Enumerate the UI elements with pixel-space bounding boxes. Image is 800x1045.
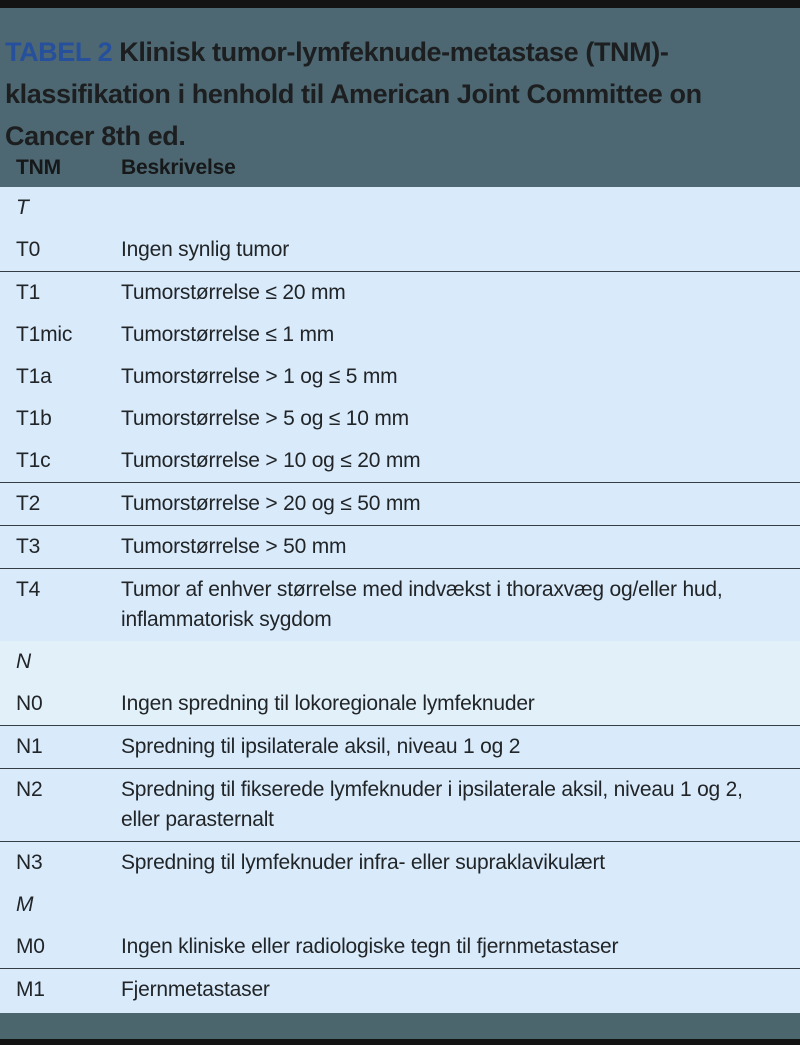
description-cell: Ingen spredning til lokoregionale lymfeknuder [121, 692, 535, 715]
table-body [0, 187, 800, 1013]
table-row [0, 769, 800, 842]
tnm-code-cell: M0 [16, 935, 45, 958]
table-title [0, 8, 800, 157]
table-row [0, 726, 800, 769]
description-cell: Ingen kliniske eller radiologiske tegn til fjernmetastaser [121, 935, 619, 958]
tnm-code-cell: T1 [16, 281, 41, 304]
description-cell: Tumorstørrelse > 10 og ≤ 20 mm [121, 449, 421, 472]
section-header-row [0, 641, 800, 683]
footer-teal-bar [0, 1013, 800, 1039]
description-cell: Spredning til lymfeknuder infra- eller supraklavikulært [121, 851, 605, 874]
description-cell: Ingen synlig tumor [121, 238, 289, 261]
description-cell: Tumorstørrelse > 50 mm [121, 535, 347, 558]
table-title-text: Klinisk tumor-lymfeknude-metastase (TNM)-klassifikation i henhold til American Joint Committee on Cancer 8th ed. [5, 37, 702, 151]
tnm-code-cell: N2 [16, 778, 43, 801]
description-cell: Spredning til ipsilaterale aksil, niveau 1 og 2 [121, 735, 521, 758]
tnm-code-cell: T0 [16, 238, 41, 261]
tnm-code-cell: N0 [16, 692, 43, 715]
section-header-row [0, 187, 800, 229]
top-border-bar [0, 0, 800, 8]
table-header [0, 8, 800, 187]
tnm-code-cell: N [16, 650, 31, 673]
table-row [0, 272, 800, 314]
table-row [0, 526, 800, 569]
tnm-code-cell: T1mic [16, 323, 73, 346]
table-row [0, 440, 800, 483]
description-cell: Fjernmetastaser [121, 978, 270, 1001]
table-row [0, 356, 800, 398]
tnm-code-cell: N3 [16, 851, 43, 874]
description-cell: Tumorstørrelse ≤ 20 mm [121, 281, 346, 304]
bottom-border-bar [0, 1039, 800, 1045]
tnm-code-cell: T [16, 196, 29, 219]
tnm-code-cell: T1c [16, 449, 51, 472]
tnm-code-cell: N1 [16, 735, 43, 758]
column-header-row [0, 156, 800, 180]
section-header-row [0, 884, 800, 926]
tnm-code-cell: M [16, 893, 34, 916]
table-row [0, 398, 800, 440]
table-number-label: TABEL 2 [5, 37, 113, 67]
table-row [0, 483, 800, 526]
tnm-code-cell: T3 [16, 535, 41, 558]
description-cell: Tumor af enhver størrelse med indvækst i thoraxvæg og/eller hud, inflammatorisk sygdom [121, 578, 723, 631]
tnm-code-cell: T1b [16, 407, 52, 430]
table-row [0, 569, 800, 641]
description-cell: Tumorstørrelse > 5 og ≤ 10 mm [121, 407, 409, 430]
tnm-code-cell: T2 [16, 492, 41, 515]
column-header-tnm: TNM [16, 156, 61, 179]
description-cell: Spredning til fikserede lymfeknuder i ipsilaterale aksil, niveau 1 og 2, eller parasternalt [121, 778, 743, 831]
tnm-code-cell: T4 [16, 578, 41, 601]
tnm-code-cell: T1a [16, 365, 52, 388]
description-cell: Tumorstørrelse > 20 og ≤ 50 mm [121, 492, 421, 515]
tnm-code-cell: M1 [16, 978, 45, 1001]
table-row [0, 969, 800, 1011]
table-row [0, 926, 800, 969]
table-row [0, 314, 800, 356]
description-cell: Tumorstørrelse > 1 og ≤ 5 mm [121, 365, 398, 388]
description-cell: Tumorstørrelse ≤ 1 mm [121, 323, 335, 346]
table-row [0, 229, 800, 272]
column-header-beskrivelse: Beskrivelse [121, 156, 236, 179]
table-row [0, 842, 800, 884]
table-row [0, 683, 800, 726]
